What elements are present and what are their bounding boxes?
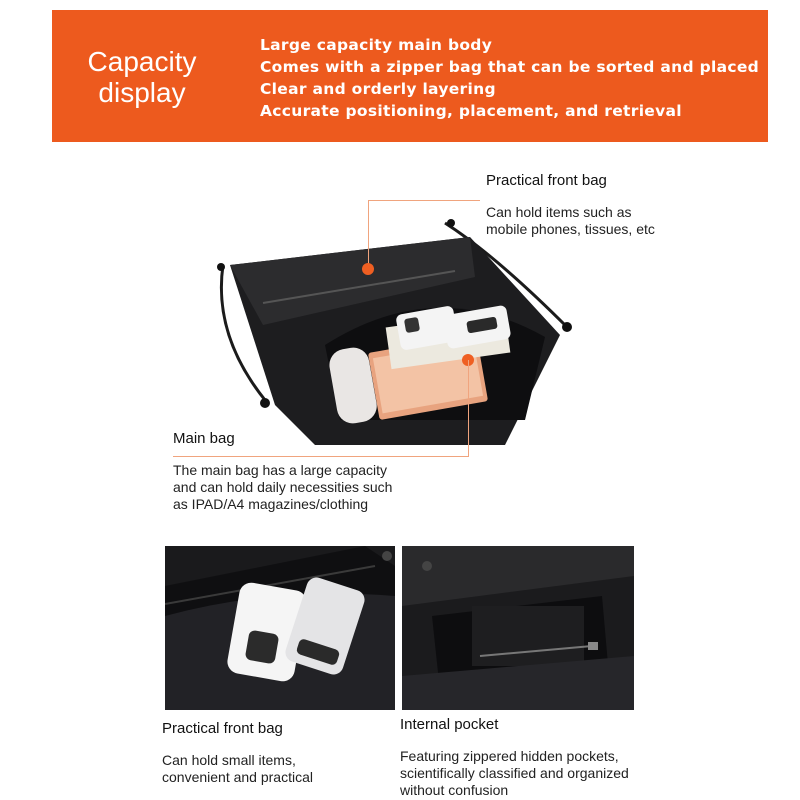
bottom-left-desc <box>162 752 313 786</box>
feature-item: Comes with a zipper bag that can be sorted and placed <box>260 58 760 76</box>
front-bag-photo <box>165 546 395 710</box>
main-bag-desc-line: as IPAD/A4 magazines/clothing <box>173 496 369 512</box>
capacity-banner <box>52 10 768 142</box>
bottom-left-title: Practical front bag <box>162 720 283 737</box>
front-bag-marker <box>362 263 374 275</box>
internal-pocket-illustration <box>402 546 634 710</box>
main-bag-title: Main bag <box>173 430 235 447</box>
leader-line-front-bag <box>368 200 480 201</box>
main-bag-desc <box>173 462 392 513</box>
front-bag-desc-line: Can hold items such as <box>486 204 632 220</box>
leader-line-main-bag-vertical <box>468 360 469 456</box>
feature-item: Accurate positioning, placement, and retrieval <box>260 102 682 120</box>
feature-list <box>260 34 759 122</box>
leader-line-front-bag-vertical <box>368 200 369 268</box>
bottom-right-desc <box>400 748 629 799</box>
banner-title-line-1: Capacity <box>87 46 197 77</box>
banner-title <box>72 46 212 108</box>
feature-item: Clear and orderly layering <box>260 80 496 98</box>
front-bag-title: Practical front bag <box>486 172 607 189</box>
bottom-right-desc-line: Featuring zippered hidden pockets, <box>400 748 619 764</box>
main-bag-desc-line: and can hold daily necessities such <box>173 479 393 495</box>
bottom-right-desc-line: scientifically classified and organized <box>400 765 629 781</box>
feature-item: Large capacity main body <box>260 36 493 54</box>
main-bag-photo <box>205 215 585 455</box>
internal-pocket-photo <box>402 546 634 710</box>
banner-title-line-2: display <box>98 77 186 108</box>
front-pocket-illustration <box>165 546 395 710</box>
leader-line-main-bag <box>173 456 469 457</box>
drawstring-bag-illustration <box>205 215 585 455</box>
front-bag-desc-line: mobile phones, tissues, etc <box>486 221 655 237</box>
main-bag-desc-line: The main bag has a large capacity <box>173 462 388 478</box>
bottom-left-desc-line: convenient and practical <box>162 769 313 785</box>
front-bag-desc <box>486 204 655 238</box>
bottom-right-desc-line: without confusion <box>400 782 509 798</box>
bottom-right-title: Internal pocket <box>400 716 499 733</box>
bottom-left-desc-line: Can hold small items, <box>162 752 296 768</box>
